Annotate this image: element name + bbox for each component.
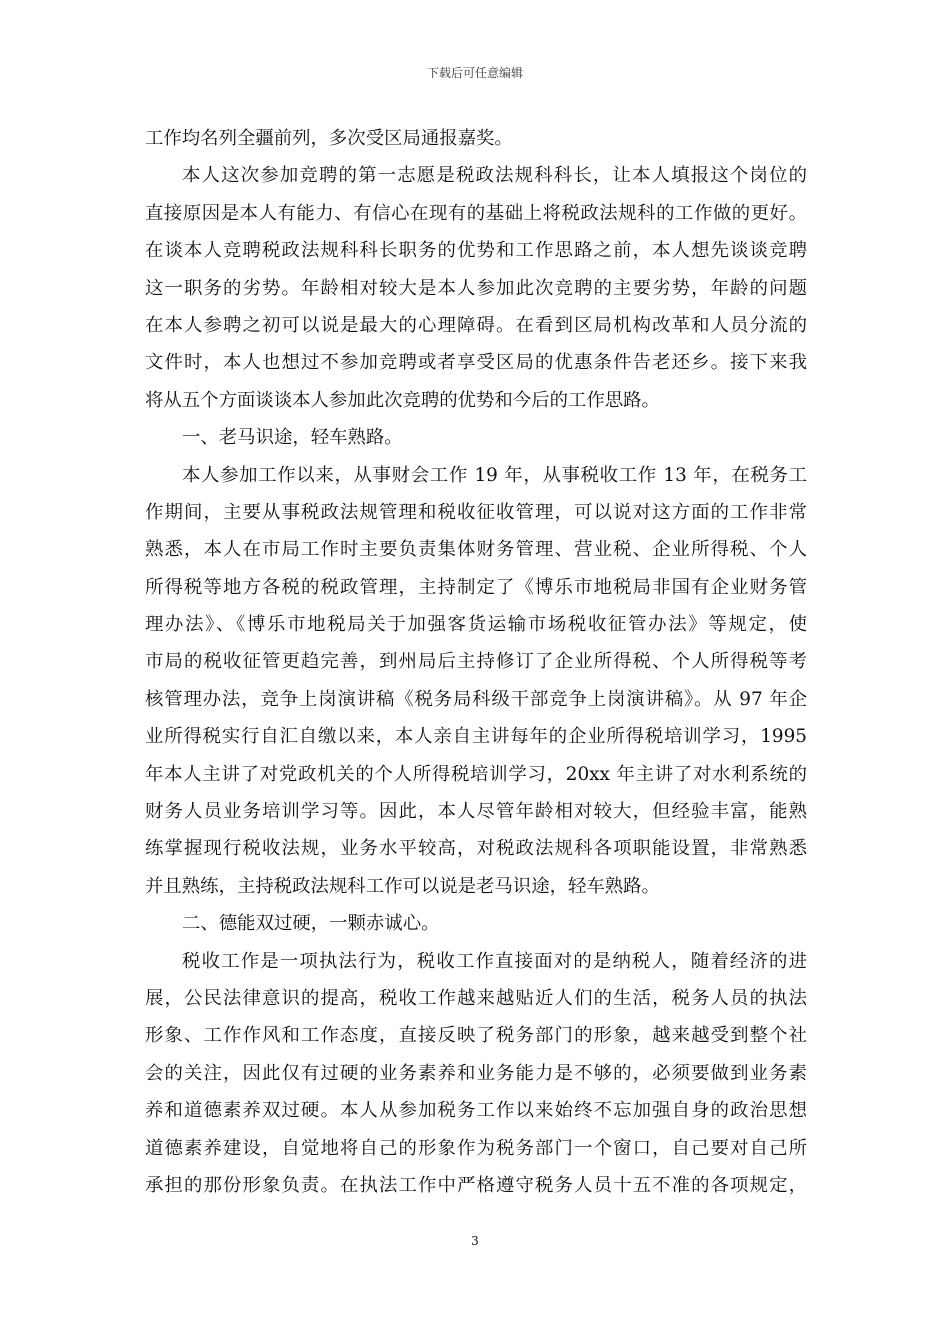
text-line: 税收工作是一项执法行为，税收工作直接面对的是纳税人，随着经济的进	[182, 950, 807, 972]
text-line: 这一职务的劣势。年龄相对较大是本人参加此次竞聘的主要劣势，年龄的问题	[145, 277, 807, 299]
text-line: 养和道德素养双过硬。本人从参加税务工作以来始终不忘加强自身的政治思想	[145, 1100, 807, 1122]
text-line: 练掌握现行税收法规，业务水平较高，对税政法规科各项职能设置，非常熟悉	[145, 838, 807, 860]
text-line: 形象、工作作风和工作态度，直接反映了税务部门的形象，越来越受到整个社	[145, 1025, 807, 1047]
text-line: 道德素养建设，自觉地将自己的形象作为税务部门一个窗口，自己要对自己所	[145, 1137, 807, 1159]
text-line: 在本人参聘之初可以说是最大的心理障碍。在看到区局机构改革和人员分流的	[145, 314, 807, 336]
text-line: 本人这次参加竞聘的第一志愿是税政法规科科长，让本人填报这个岗位的	[182, 165, 807, 187]
text-line: 二、德能双过硬，一颗赤诚心。	[182, 913, 440, 935]
text-line: 一、老马识途，轻车熟路。	[182, 427, 403, 449]
page-header: 下载后可任意编辑	[426, 66, 523, 80]
text-line: 将从五个方面谈谈本人参加此次竞聘的优势和今后的工作思路。	[145, 389, 660, 411]
text-line: 财务人员业务培训学习等。因此，本人尽管年龄相对较大，但经验丰富，能熟	[145, 801, 807, 823]
text-line: 市局的税收征管更趋完善，到州局后主持修订了企业所得税、个人所得税等考	[145, 651, 807, 673]
text-line: 承担的那份形象负责。在执法工作中严格遵守税务人员十五不准的各项规定，	[145, 1174, 807, 1196]
text-line: 本人参加工作以来，从事财会工作 19 年，从事税收工作 13 年，在税务工	[182, 464, 807, 486]
text-line: 展，公民法律意识的提高，税收工作越来越贴近人们的生活，税务人员的执法	[145, 987, 807, 1009]
text-line: 熟悉，本人在市局工作时主要负责集体财务管理、营业税、企业所得税、个人	[145, 539, 807, 561]
text-line: 在谈本人竞聘税政法规科科长职务的优势和工作思路之前，本人想先谈谈竞聘	[145, 240, 807, 262]
document-body	[145, 120, 807, 1204]
text-line: 直接原因是本人有能力、有信心在现有的基础上将税政法规科的工作做的更好。	[145, 202, 807, 224]
text-line: 业所得税实行自汇自缴以来，本人亲自主讲每年的企业所得税培训学习，1995	[145, 726, 807, 748]
text-line: 工作均名列全疆前列，多次受区局通报嘉奖。	[145, 128, 513, 149]
text-line: 核管理办法，竞争上岗演讲稿《税务局科级干部竞争上岗演讲稿》。从 97 年企	[145, 688, 807, 710]
text-line: 会的关注，因此仅有过硬的业务素养和业务能力是不够的，必须要做到业务素	[145, 1062, 807, 1084]
text-line: 并且熟练，主持税政法规科工作可以说是老马识途，轻车熟路。	[145, 875, 660, 897]
text-line: 文件时，本人也想过不参加竞聘或者享受区局的优惠条件告老还乡。接下来我	[145, 352, 807, 374]
text-line: 理办法》、《博乐市地税局关于加强客货运输市场税收征管办法》等规定，使	[145, 614, 807, 636]
page-number: 3	[471, 1234, 479, 1248]
text-line: 年本人主讲了对党政机关的个人所得税培训学习，20xx 年主讲了对水利系统的	[145, 763, 807, 785]
text-line: 所得税等地方各税的税政管理，主持制定了《博乐市地税局非国有企业财务管	[145, 576, 807, 598]
text-line: 作期间，主要从事税政法规管理和税收征收管理，可以说对这方面的工作非常	[145, 501, 807, 523]
